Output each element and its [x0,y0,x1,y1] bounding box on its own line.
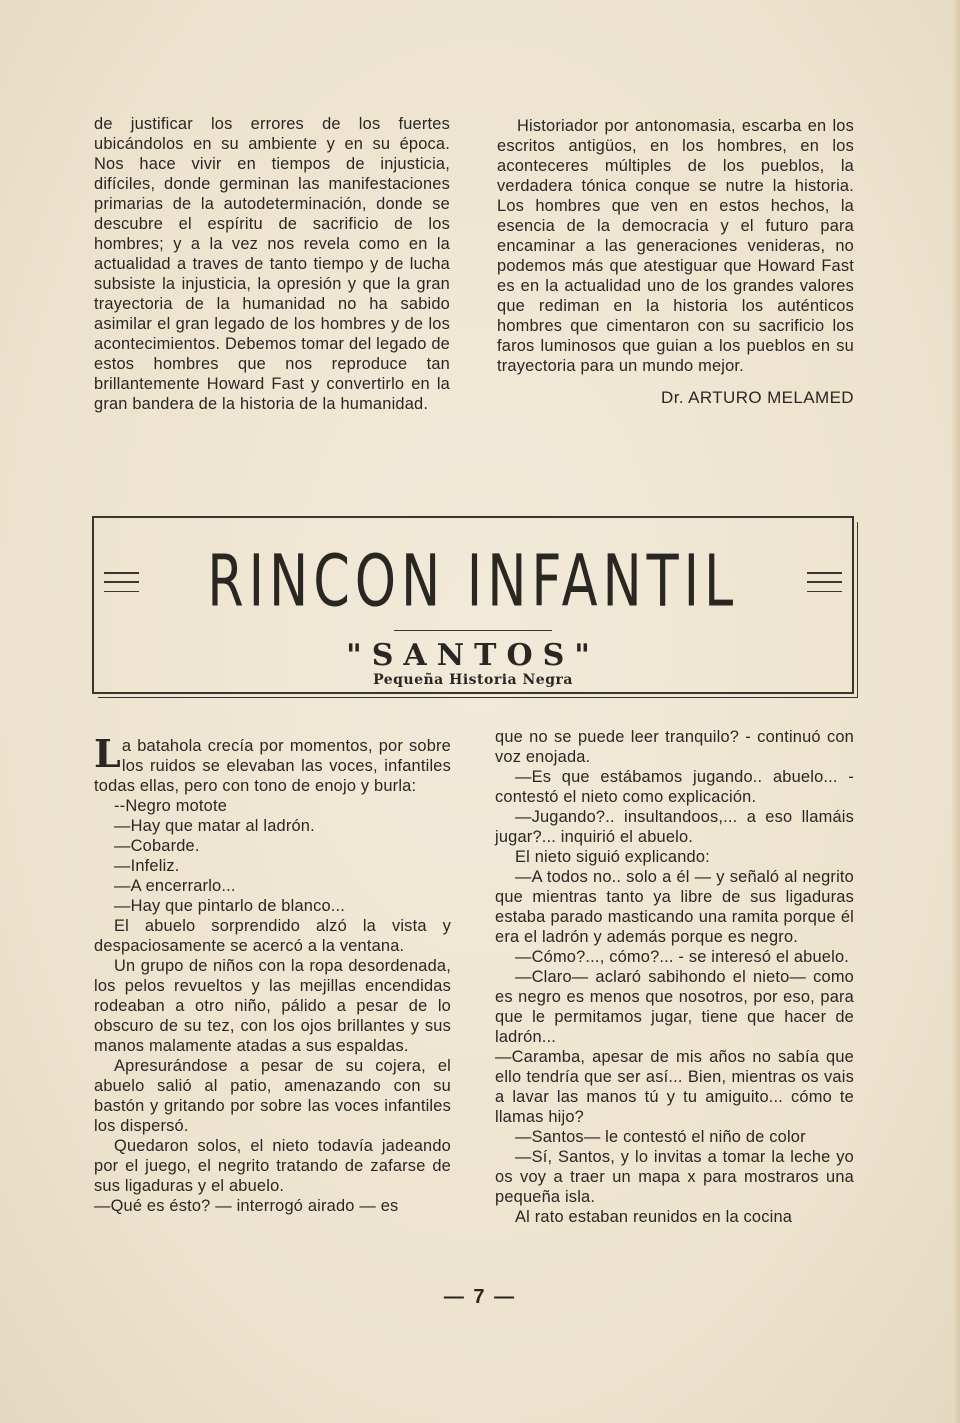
paragraph: Quedaron solos, el nieto todavía jadeando por el juego, el negrito tratando de zafarse de sus ligaduras y el abuelo. [94,1137,451,1195]
paragraph: —Jugando?.. insultandoos,... a eso llamáis jugar?... inquirió el abuelo. [495,808,854,846]
paragraph: El abuelo sorprendido alzó la vista y despaciosamente se acercó a la ventana. [94,917,451,955]
paragraph: Historiador por antonomasia, escarba en los escritos antigüos, en los hombres, en los aconteceres múltiples de los pueblos, la verdadera tónica conque se nutre la historia. Los hombres que ven en estos hechos, la esencia de la democracia y el futuro para encaminar a las generaciones venideras, no podemos más que atestiguar que Howard Fast es en la actualidad uno de los grandes valores que rediman en la historia los auténticos hombres que cimentaron con su sacrificio los faros luminosos que guian a los pueblos en su trayectoria para un mundo mejor. [497,117,854,375]
story-subtitle: Pequeña Historia Negra [373,672,573,688]
paragraph [94,731,451,796]
banner-title-row [94,532,852,632]
signature: Dr. ARTURO MELAMED [661,388,854,407]
drop-cap: L [94,731,121,776]
bottom-left-column [94,731,451,1216]
right-dash-ornament [807,572,842,592]
paragraph: —Sí, Santos, y lo invitas a tomar la leche yo os voy a traer un mapa x para mostraros una pequeña isla. [495,1148,854,1206]
section-title: RINCON INFANTIL [207,540,739,624]
top-right-column [497,116,854,408]
paragraph: —Cobarde. [114,837,200,855]
top-left-column [94,114,450,414]
paragraph: —Es que estábamos jugando.. abuelo... - contestó el nieto como explicación. [495,768,854,806]
paragraph: —Santos— le contestó el niño de color [515,1128,806,1146]
paragraph: Apresurándose a pesar de su cojera, el abuelo salió al patio, amenazando con su bastón y gritando por sobre las voces infantiles los dispersó. [94,1057,451,1135]
story-title: "SANTOS" [346,638,600,673]
paragraph-text: a batahola crecía por momentos, por sobre los ruidos se elevaban las voces, infantiles todas ellas, pero con tono de enojo y burla: [94,737,451,795]
paragraph: --Negro motote [114,797,228,815]
paragraph: —Infeliz. [114,857,180,875]
paragraph: —Hay que matar al ladrón. [114,817,315,835]
paragraph: El nieto siguió explicando: [515,848,710,866]
paragraph: —Claro— aclaró sabihondo el nieto— como es negro es menos que nosotros, por eso, para que le permitamos jugar, tiene que hacer de ladrón... [495,968,854,1046]
title-underline [394,630,552,631]
page-number: — 7 — [443,1286,517,1308]
paragraph: Al rato estaban reunidos en la cocina [515,1208,793,1226]
paragraph: —A todos no.. solo a él — y señaló al negrito que mientras tanto ya libre de sus ligaduras estaba parado masticando una ramita porque él era el ladrón y además porque es negro. [495,868,854,946]
paragraph: —Qué es ésto? — interrogó airado — es [94,1197,399,1215]
paragraph: Un grupo de niños con la ropa desordenada, los pelos revueltos y las mejillas encendidas rodeaban a otro niño, pálido a pesar de lo obscuro de su tez, con los ojos brillantes y sus manos malamente atadas a sus espaldas. [94,957,451,1055]
paragraph: —Caramba, apesar de mis años no sabía que ello tendría que ser así... Bien, mientras os vais a lavar las manos tú y tu amiguito... cómo te llamas hijo? [495,1048,854,1126]
bottom-right-column [495,727,854,1227]
section-banner [92,516,854,694]
paragraph: —Cómo?..., cómo?... - se interesó el abuelo. [515,948,850,966]
left-dash-ornament [104,572,139,592]
paragraph: —Hay que pintarlo de blanco... [114,897,346,915]
page-edge [952,0,960,1423]
paragraph: de justificar los errores de los fuertes ubicándolos en su ambiente y en su época. Nos hace vivir en tiempos de injusticia, difíciles, donde germinan las manifestaciones primarias de la autodeterminación, donde se descubre el espíritu de sacrificio de los hombres; y a la vez nos revela como en la actualidad a traves de tanto tiempo y de lucha subsiste la injusticia, la opresión y que la gran trayectoria de la humanidad no ha sabido asimilar el gran legado de los hombres y de los acontecimientos. Debemos tomar del legado de estos hombres que nos reproduce tan brillantemente Howard Fast y convertirlo en la gran bandera de la historia de la humanidad. [94,115,450,413]
paragraph: que no se puede leer tranquilo? - continuó con voz enojada. [495,728,854,766]
paragraph: —A encerrarlo... [114,877,236,895]
